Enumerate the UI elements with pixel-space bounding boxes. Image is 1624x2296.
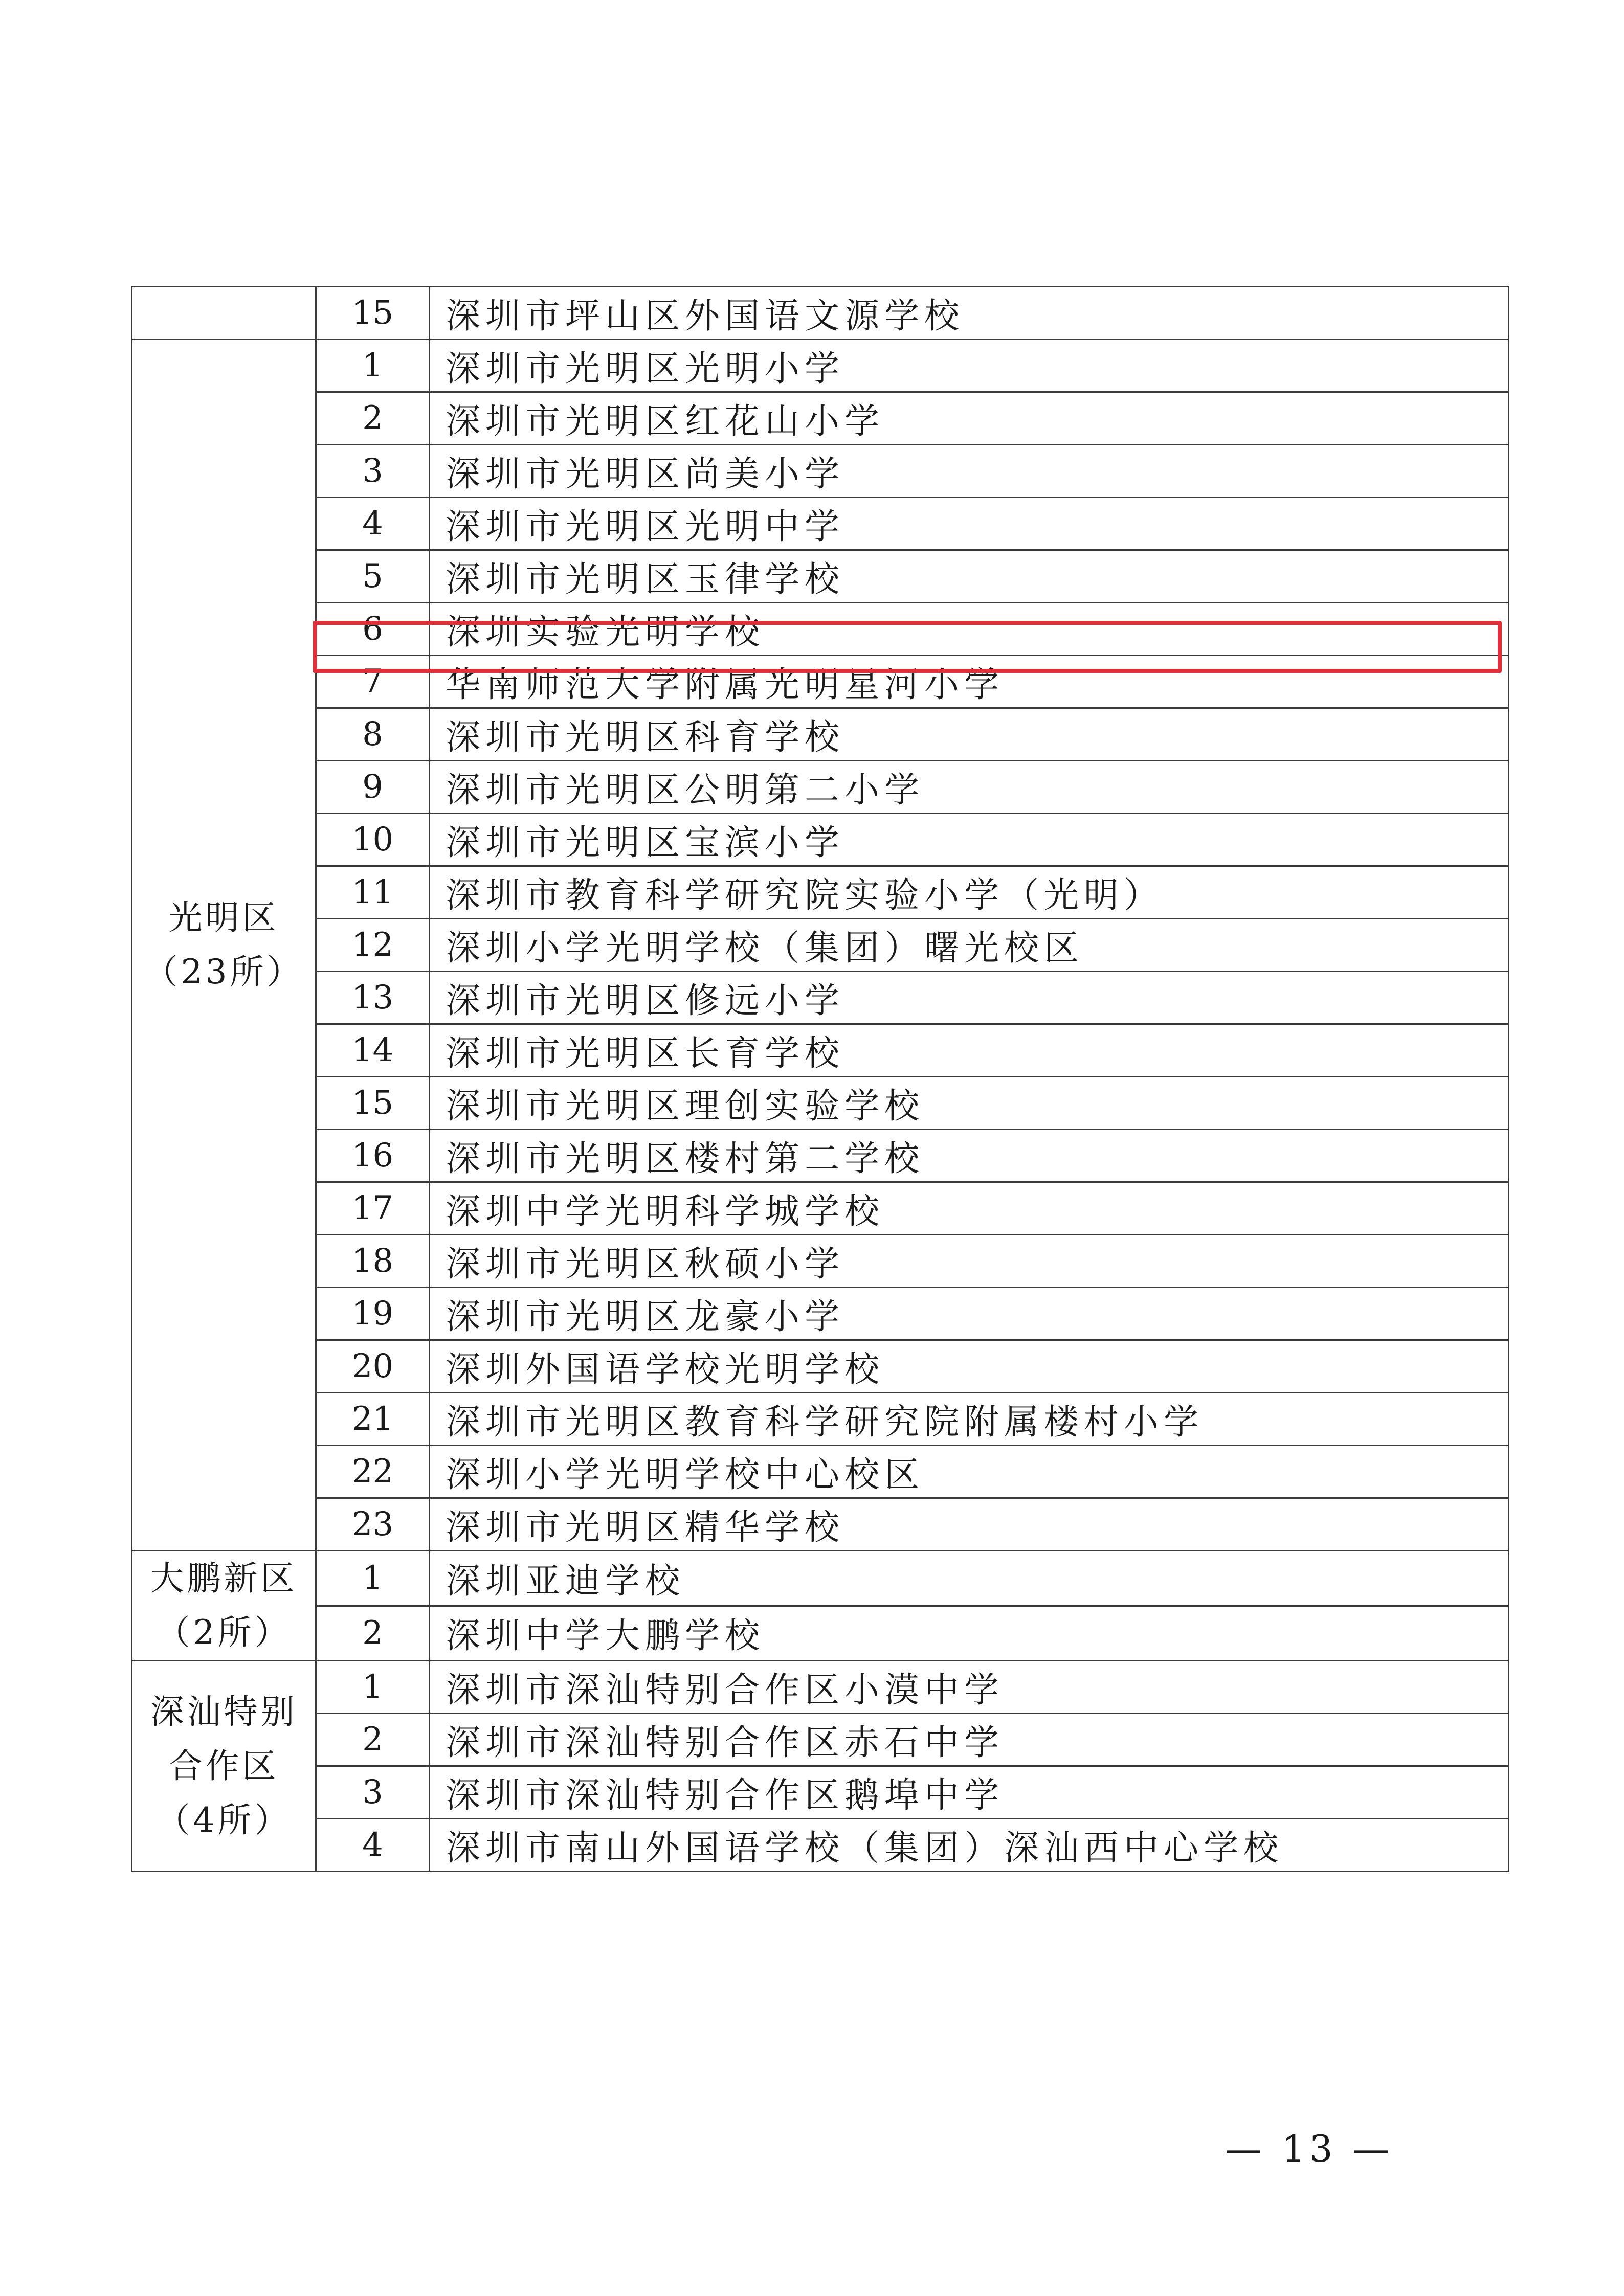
table-row — [132, 1130, 1509, 1182]
school-name: 深圳市光明区精华学校 — [430, 1498, 1509, 1551]
school-name: 深圳市光明区宝滨小学 — [430, 814, 1509, 866]
school-name: 深圳市教育科学研究院实验小学（光明） — [430, 866, 1509, 919]
row-number: 17 — [316, 1182, 430, 1235]
school-name: 深圳市光明区长育学校 — [430, 1024, 1509, 1077]
table-row — [132, 1393, 1509, 1446]
region-name: 光明区 — [168, 898, 279, 937]
school-name: 深圳实验光明学校 — [430, 603, 1509, 656]
table-row — [132, 287, 1509, 340]
table-row — [132, 340, 1509, 392]
school-name: 深圳市光明区龙豪小学 — [430, 1288, 1509, 1340]
row-number: 23 — [316, 1498, 430, 1551]
school-name: 深圳中学大鹏学校 — [430, 1606, 1509, 1661]
row-number: 2 — [316, 392, 430, 445]
table-row — [132, 866, 1509, 919]
table-row — [132, 550, 1509, 603]
region-count: （2所） — [156, 1613, 292, 1652]
region-cell-guangming — [132, 340, 316, 1551]
row-number: 16 — [316, 1130, 430, 1182]
school-name: 深圳市光明区理创实验学校 — [430, 1077, 1509, 1130]
table-row — [132, 1288, 1509, 1340]
row-number: 9 — [316, 761, 430, 814]
row-number: 13 — [316, 972, 430, 1024]
table-row — [132, 1819, 1509, 1872]
row-number: 4 — [316, 498, 430, 550]
table-row — [132, 708, 1509, 761]
row-number: 20 — [316, 1340, 430, 1393]
school-name: 深圳市光明区光明中学 — [430, 498, 1509, 550]
school-name: 深圳小学光明学校中心校区 — [430, 1446, 1509, 1498]
table-row — [132, 1498, 1509, 1551]
school-name: 深圳市光明区科育学校 — [430, 708, 1509, 761]
row-number: 1 — [316, 340, 430, 392]
row-number: 5 — [316, 550, 430, 603]
row-number: 1 — [316, 1551, 430, 1606]
table-row — [132, 814, 1509, 866]
row-number: 2 — [316, 1606, 430, 1661]
school-name: 深圳市光明区光明小学 — [430, 340, 1509, 392]
school-name: 深圳市光明区楼村第二学校 — [430, 1130, 1509, 1182]
table-row — [132, 1077, 1509, 1130]
table-row — [132, 1235, 1509, 1288]
school-name: 深圳市光明区红花山小学 — [430, 392, 1509, 445]
region-cell-continued — [132, 287, 316, 340]
table-row — [132, 1340, 1509, 1393]
table-row — [132, 1446, 1509, 1498]
table-row — [132, 1766, 1509, 1819]
school-name: 深圳市坪山区外国语文源学校 — [430, 287, 1509, 340]
region-count: （4所） — [156, 1800, 292, 1840]
row-number: 10 — [316, 814, 430, 866]
row-number: 22 — [316, 1446, 430, 1498]
page-number: — 13 — — [1225, 2127, 1394, 2170]
table-row — [132, 445, 1509, 498]
row-number: 6 — [316, 603, 430, 656]
row-number: 8 — [316, 708, 430, 761]
region-count: （23所） — [144, 952, 304, 992]
school-list-table — [131, 286, 1509, 1872]
school-name: 深圳亚迪学校 — [430, 1551, 1509, 1606]
school-name: 深圳市南山外国语学校（集团）深汕西中心学校 — [430, 1819, 1509, 1872]
table-row — [132, 1714, 1509, 1766]
school-name: 深圳市深汕特别合作区小漠中学 — [430, 1661, 1509, 1714]
table-row — [132, 761, 1509, 814]
school-name: 深圳市光明区修远小学 — [430, 972, 1509, 1024]
row-number: 15 — [316, 287, 430, 340]
row-number: 4 — [316, 1819, 430, 1872]
row-number: 14 — [316, 1024, 430, 1077]
school-name: 深圳外国语学校光明学校 — [430, 1340, 1509, 1393]
school-name: 深圳小学光明学校（集团）曙光校区 — [430, 919, 1509, 972]
school-name: 深圳市深汕特别合作区赤石中学 — [430, 1714, 1509, 1766]
row-number: 1 — [316, 1661, 430, 1714]
table-row — [132, 1606, 1509, 1661]
school-name: 深圳市光明区教育科学研究院附属楼村小学 — [430, 1393, 1509, 1446]
school-name: 华南师范大学附属光明星河小学 — [430, 656, 1509, 708]
row-number: 11 — [316, 866, 430, 919]
row-number: 21 — [316, 1393, 430, 1446]
table-row — [132, 1182, 1509, 1235]
school-name: 深圳市光明区尚美小学 — [430, 445, 1509, 498]
table-row — [132, 1551, 1509, 1606]
school-name: 深圳中学光明科学城学校 — [430, 1182, 1509, 1235]
row-number: 12 — [316, 919, 430, 972]
table-row — [132, 392, 1509, 445]
row-number: 3 — [316, 445, 430, 498]
row-number: 18 — [316, 1235, 430, 1288]
row-number: 15 — [316, 1077, 430, 1130]
row-number: 7 — [316, 656, 430, 708]
region-cell-shenshan — [132, 1661, 316, 1872]
row-number: 19 — [316, 1288, 430, 1340]
table-row — [132, 919, 1509, 972]
region-name: 大鹏新区 — [150, 1559, 298, 1598]
table-row — [132, 972, 1509, 1024]
region-cell-dapeng — [132, 1551, 316, 1661]
highlight-box — [313, 621, 1502, 673]
row-number: 3 — [316, 1766, 430, 1819]
school-name: 深圳市光明区玉律学校 — [430, 550, 1509, 603]
school-name: 深圳市光明区公明第二小学 — [430, 761, 1509, 814]
region-name-line1: 深汕特别 — [150, 1692, 298, 1731]
table-row — [132, 1661, 1509, 1714]
row-number: 2 — [316, 1714, 430, 1766]
region-name-line2: 合作区 — [168, 1746, 279, 1786]
school-name: 深圳市光明区秋硕小学 — [430, 1235, 1509, 1288]
school-name: 深圳市深汕特别合作区鹅埠中学 — [430, 1766, 1509, 1819]
table-row — [132, 498, 1509, 550]
table-row — [132, 1024, 1509, 1077]
